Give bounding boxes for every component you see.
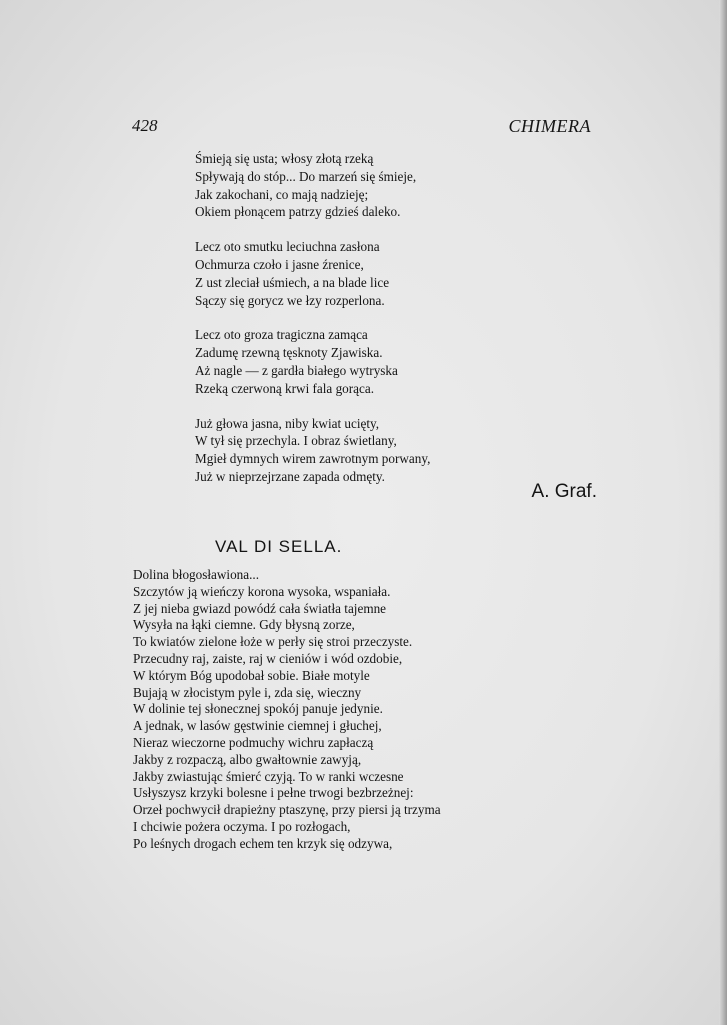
verse-line: Orzeł pochwycił drapieżny ptaszynę, przy piersi ją trzyma xyxy=(133,802,441,818)
verse-line: Spływają do stóp... Do marzeń się śmieje, xyxy=(195,168,417,184)
poem-graf xyxy=(195,150,430,503)
verse-line: Dolina błogosławiona... xyxy=(133,567,259,582)
page-number: 428 xyxy=(132,116,158,135)
verse-line: Bujają w złocistym pyle i, zda się, wieczny xyxy=(133,684,362,700)
verse-line: Ochmurza czoło i jasne źrenice, xyxy=(195,256,364,272)
stanza xyxy=(195,326,430,397)
verse-line: Po leśnych drogach echem ten krzyk się odzywa, xyxy=(133,835,393,851)
verse-line: W dolinie tej słonecznej spokój panuje jedynie. xyxy=(133,701,383,717)
verse-line: A jednak, w lasów gęstwinie ciemnej i głuchej, xyxy=(133,718,382,734)
stanza xyxy=(195,238,430,309)
verse-line: Z ust zleciał uśmiech, a na blade lice xyxy=(195,274,390,290)
verse-line: Wysyła na łąki ciemne. Gdy błysną zorze, xyxy=(133,617,355,633)
verse-line: I chciwie pożera oczyma. I po rozłogach, xyxy=(133,818,351,834)
stanza xyxy=(195,415,430,486)
verse-line: W którym Bóg upodobał sobie. Białe motyle xyxy=(133,667,370,683)
verse-line: Już w nieprzejrzane zapada odmęty. xyxy=(195,468,385,484)
verse-line: Jakby zwiastując śmierć czyją. To w ranki wczesne xyxy=(133,768,404,784)
verse-line: Mgieł dymnych wirem zawrotnym porwany, xyxy=(195,451,431,467)
verse-line: To kwiatów zielone łoże w perły się stroi przeczyste. xyxy=(133,634,413,650)
verse-line: W tył się przechyla. I obraz świetlany, xyxy=(195,433,397,449)
poem-val-di-sella xyxy=(133,567,441,853)
verse-line: Okiem płonącem patrzy gdzieś daleko. xyxy=(195,204,401,220)
running-title: CHIMERA xyxy=(508,116,591,136)
stanza xyxy=(195,150,430,221)
page-edge-shadow xyxy=(719,0,727,1025)
author-signature: A. Graf. xyxy=(531,481,597,502)
verse-line: Szczytów ją wieńczy korona wysoka, wspaniała. xyxy=(133,583,391,599)
verse-line: Lecz oto groza tragiczna zamąca xyxy=(195,327,368,343)
verse-line: Już głowa jasna, niby kwiat ucięty, xyxy=(195,415,380,431)
verse-line: Lecz oto smutku leciuchna zasłona xyxy=(195,239,380,255)
verse-line: Sączy się gorycz we łzy rozperlona. xyxy=(195,292,385,308)
poem-title: VAL DI SELLA. xyxy=(215,537,343,556)
verse-line: Śmieją się usta; włosy złotą rzeką xyxy=(195,151,374,166)
verse-line: Jakby z rozpaczą, albo gwałtownie zawyją, xyxy=(133,751,362,767)
verse-line: Nieraz wieczorne podmuchy wichru zapłaczą xyxy=(133,734,374,750)
verse-line: Z jej nieba gwiazd powódź cała światła tajemne xyxy=(133,600,387,616)
verse-line: Rzeką czerwoną krwi fala gorąca. xyxy=(195,380,375,396)
verse-line: Jak zakochani, co mają nadzieję; xyxy=(195,186,369,202)
verse-line: Zadumę rzewną tęsknoty Zjawiska. xyxy=(195,345,383,361)
verse-line: Aż nagle — z gardła białego wytryska xyxy=(195,362,398,378)
verse-line: Przecudny raj, zaiste, raj w cieniów i wód ozdobie, xyxy=(133,650,403,666)
verse-line: Usłyszysz krzyki bolesne i pełne trwogi bezbrzeżnej: xyxy=(133,785,414,801)
